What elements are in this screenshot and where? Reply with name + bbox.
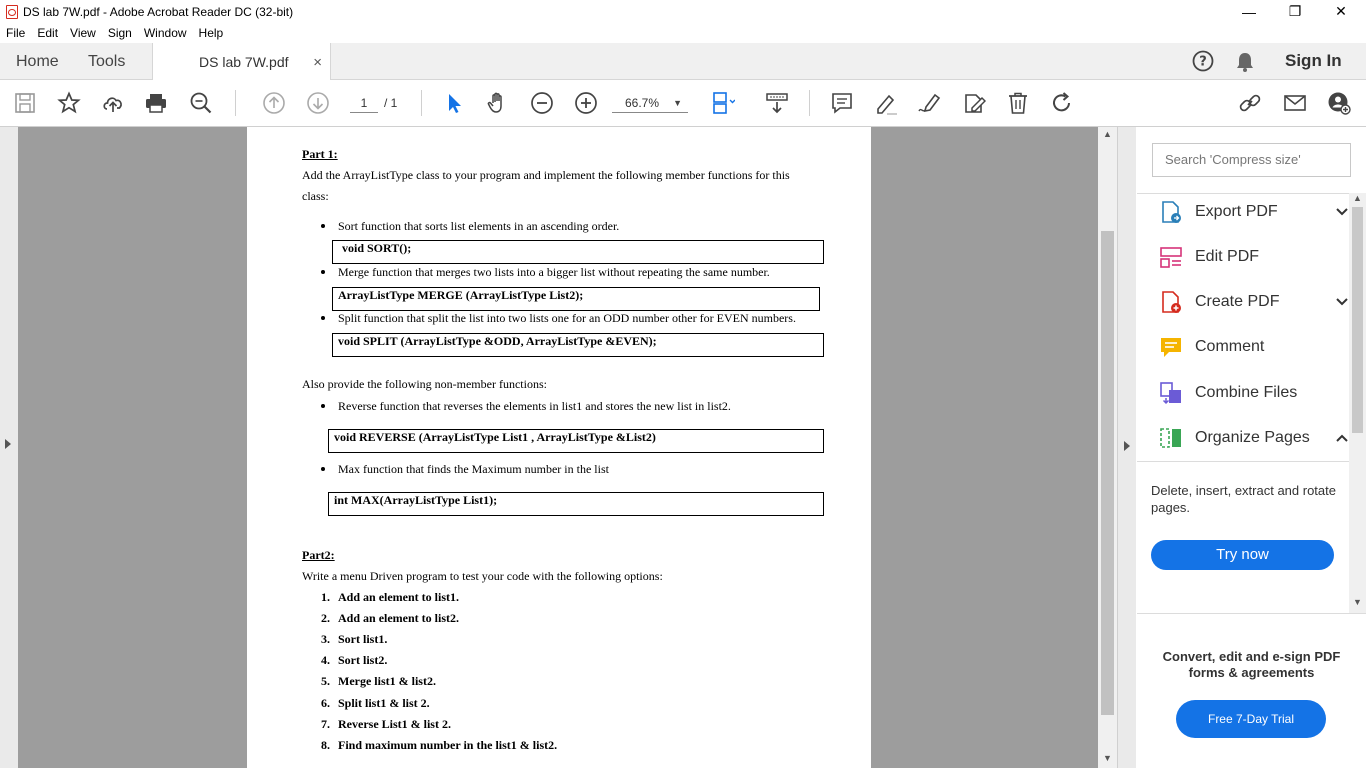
- free-trial-button[interactable]: Free 7-Day Trial: [1176, 700, 1326, 738]
- option-text: Merge list1 & list2.: [338, 674, 436, 688]
- zoom-level-value: 66.7%: [625, 96, 660, 110]
- tool-create-pdf[interactable]: [1159, 287, 1349, 317]
- merge-description: Merge function that merges two lists into a bigger list without repeating the same number.: [338, 265, 770, 279]
- draw-sign-icon[interactable]: [917, 90, 943, 116]
- nonmember-intro: Also provide the following non-member functions:: [302, 377, 547, 391]
- menu-view[interactable]: View: [70, 26, 96, 40]
- sort-code-box: void SORT();: [332, 240, 824, 264]
- divider: [1137, 461, 1349, 462]
- tab-tools[interactable]: Tools: [88, 52, 126, 70]
- main-toolbar: [0, 80, 1366, 127]
- previous-page-icon[interactable]: [261, 90, 287, 116]
- page-number-input[interactable]: 1: [350, 93, 378, 113]
- tool-label: Edit PDF: [1195, 248, 1260, 265]
- tools-pane-scrollbar[interactable]: [1349, 193, 1366, 613]
- menu-edit[interactable]: Edit: [37, 26, 59, 40]
- tool-label: Organize Pages: [1195, 429, 1310, 446]
- tab-bar: [0, 43, 1366, 80]
- option-text: Add an element to list2.: [338, 611, 459, 625]
- tools-pane: [1137, 127, 1366, 768]
- bullet: [321, 316, 325, 320]
- rotate-icon[interactable]: [1049, 90, 1075, 116]
- document-viewer: [0, 127, 1136, 768]
- chevron-up-icon: [1335, 430, 1349, 446]
- tab-document-label: DS lab 7W.pdf: [199, 54, 289, 70]
- sort-description: Sort function that sorts list elements in an ascending order.: [338, 219, 620, 233]
- upload-cloud-icon[interactable]: [100, 90, 126, 116]
- email-icon[interactable]: [1282, 90, 1308, 116]
- bookmark-star-icon[interactable]: [56, 90, 82, 116]
- left-panel-toggle[interactable]: [0, 127, 18, 768]
- share-link-icon[interactable]: [1237, 90, 1263, 116]
- option-text: Add an element to list1.: [338, 590, 459, 604]
- tab-home[interactable]: Home: [16, 52, 59, 70]
- option-number: 8.: [321, 738, 330, 752]
- menu-file[interactable]: File: [6, 26, 26, 40]
- part1-heading: Part 1:: [302, 147, 338, 161]
- tool-comment[interactable]: [1159, 332, 1349, 362]
- chevron-down-icon: ▼: [673, 98, 682, 108]
- split-description: Split function that split the list into two lists one for an ODD number other for EVEN numbers.: [338, 311, 796, 325]
- scroll-up-icon[interactable]: ▲: [1353, 193, 1362, 203]
- toolbar-separator: [809, 90, 810, 116]
- max-code-box: int MAX(ArrayListType List1);: [328, 492, 824, 516]
- print-icon[interactable]: [143, 90, 169, 116]
- share-user-icon[interactable]: [1326, 90, 1352, 116]
- tab-document[interactable]: [152, 43, 331, 81]
- bullet: [321, 224, 325, 228]
- close-window-button[interactable]: ✕: [1335, 3, 1347, 19]
- scroll-down-icon[interactable]: ▼: [1353, 597, 1362, 607]
- tool-label: Create PDF: [1195, 293, 1280, 310]
- tool-edit-pdf[interactable]: [1159, 242, 1349, 272]
- scrollbar-thumb[interactable]: [1101, 231, 1114, 715]
- promo-text: Convert, edit and e-sign PDF forms & agreements: [1162, 649, 1341, 680]
- maximize-button[interactable]: ❐: [1288, 3, 1302, 19]
- option-text: Sort list1.: [338, 632, 388, 646]
- delete-trash-icon[interactable]: [1005, 90, 1031, 116]
- option-number: 4.: [321, 653, 330, 667]
- scroll-mode-icon[interactable]: [764, 90, 790, 116]
- part2-heading: Part2:: [302, 548, 335, 562]
- window-title: DS lab 7W.pdf - Adobe Acrobat Reader DC (32-bit): [23, 4, 294, 19]
- intro-line-2: class:: [302, 189, 329, 203]
- hand-tool-icon[interactable]: [485, 90, 511, 116]
- export-pdf-icon: [1159, 200, 1183, 224]
- fill-sign-icon[interactable]: [961, 90, 987, 116]
- right-panel-toggle[interactable]: [1117, 127, 1136, 768]
- reverse-description: Reverse function that reverses the elements in list1 and stores the new list in list2.: [338, 399, 731, 413]
- divider: [1137, 193, 1366, 194]
- fit-page-icon[interactable]: [710, 90, 736, 116]
- organize-description: Delete, insert, extract and rotate pages.: [1151, 483, 1336, 515]
- menu-sign[interactable]: Sign: [107, 26, 132, 40]
- option-number: 7.: [321, 717, 330, 731]
- zoom-level-select[interactable]: [612, 93, 688, 113]
- document-scrollbar[interactable]: [1098, 127, 1117, 768]
- chevron-right-icon: [1124, 441, 1130, 451]
- option-number: 2.: [321, 611, 330, 625]
- tools-search-input[interactable]: Search 'Compress size': [1152, 143, 1351, 177]
- menu-window[interactable]: Window: [143, 26, 187, 40]
- part2-intro: Write a menu Driven program to test your code with the following options:: [302, 569, 663, 583]
- max-description: Max function that finds the Maximum number in the list: [338, 462, 609, 476]
- trial-promo: [1137, 613, 1366, 768]
- edit-pdf-icon: [1159, 245, 1183, 269]
- split-code-box: void SPLIT (ArrayListType &ODD, ArrayListType &EVEN);: [332, 333, 824, 357]
- next-page-icon[interactable]: [305, 90, 331, 116]
- comment-icon[interactable]: [829, 90, 855, 116]
- tool-organize-pages[interactable]: [1159, 423, 1349, 453]
- notification-bell-icon[interactable]: [1235, 51, 1255, 73]
- highlight-pen-icon[interactable]: [873, 90, 899, 116]
- comment-tool-icon: [1159, 335, 1183, 359]
- help-icon[interactable]: [1192, 50, 1214, 72]
- bullet: [321, 404, 325, 408]
- try-now-button[interactable]: Try now: [1151, 540, 1334, 570]
- scroll-down-icon[interactable]: ▼: [1103, 753, 1112, 763]
- option-number: 6.: [321, 696, 330, 710]
- option-text: Sort list2.: [338, 653, 388, 667]
- svg-text:?: ?: [1199, 54, 1207, 70]
- option-text: Reverse List1 & list 2.: [338, 717, 451, 731]
- bullet: [321, 270, 325, 274]
- save-icon[interactable]: [12, 90, 38, 116]
- zoom-out-icon[interactable]: [529, 90, 555, 116]
- bullet: [321, 467, 325, 471]
- intro-line-1: Add the ArrayListType class to your program and implement the following member functions for this: [302, 168, 790, 182]
- zoom-in-icon[interactable]: [573, 90, 599, 116]
- close-tab-icon[interactable]: ×: [313, 53, 322, 71]
- acrobat-app-icon: [6, 5, 18, 19]
- select-cursor-icon[interactable]: [441, 90, 467, 116]
- sign-in-button[interactable]: Sign In: [1285, 51, 1342, 70]
- minimize-button[interactable]: —: [1242, 3, 1256, 20]
- create-pdf-icon: [1159, 290, 1183, 314]
- tool-combine-files[interactable]: [1159, 378, 1349, 408]
- pdf-page: [247, 127, 871, 768]
- title-bar: [0, 0, 1366, 23]
- menu-help[interactable]: Help: [198, 26, 224, 40]
- option-number: 1.: [321, 590, 330, 604]
- option-number: 5.: [321, 674, 330, 688]
- option-text: Find maximum number in the list1 & list2.: [338, 738, 558, 752]
- menu-bar: [0, 23, 1366, 43]
- chevron-down-icon: [1335, 204, 1349, 220]
- option-number: 3.: [321, 632, 330, 646]
- scrollbar-thumb[interactable]: [1352, 207, 1363, 433]
- tool-label: Comment: [1195, 338, 1265, 355]
- scroll-up-icon[interactable]: ▲: [1103, 129, 1112, 139]
- chevron-down-icon: [1335, 294, 1349, 310]
- reverse-code-box: void REVERSE (ArrayListType List1 , ArrayListType &List2): [328, 429, 824, 453]
- option-text: Split list1 & list 2.: [338, 696, 430, 710]
- tool-label: Combine Files: [1195, 384, 1298, 401]
- tool-label: Export PDF: [1195, 203, 1278, 220]
- combine-files-icon: [1159, 381, 1183, 405]
- chevron-right-icon: [5, 439, 11, 449]
- zoom-search-icon[interactable]: [188, 90, 214, 116]
- toolbar-separator: [235, 90, 236, 116]
- toolbar-separator: [421, 90, 422, 116]
- tool-export-pdf[interactable]: [1159, 197, 1349, 227]
- organize-pages-icon: [1159, 426, 1183, 450]
- page-total: / 1: [384, 96, 398, 110]
- merge-code-box: ArrayListType MERGE (ArrayListType List2);: [332, 287, 820, 311]
